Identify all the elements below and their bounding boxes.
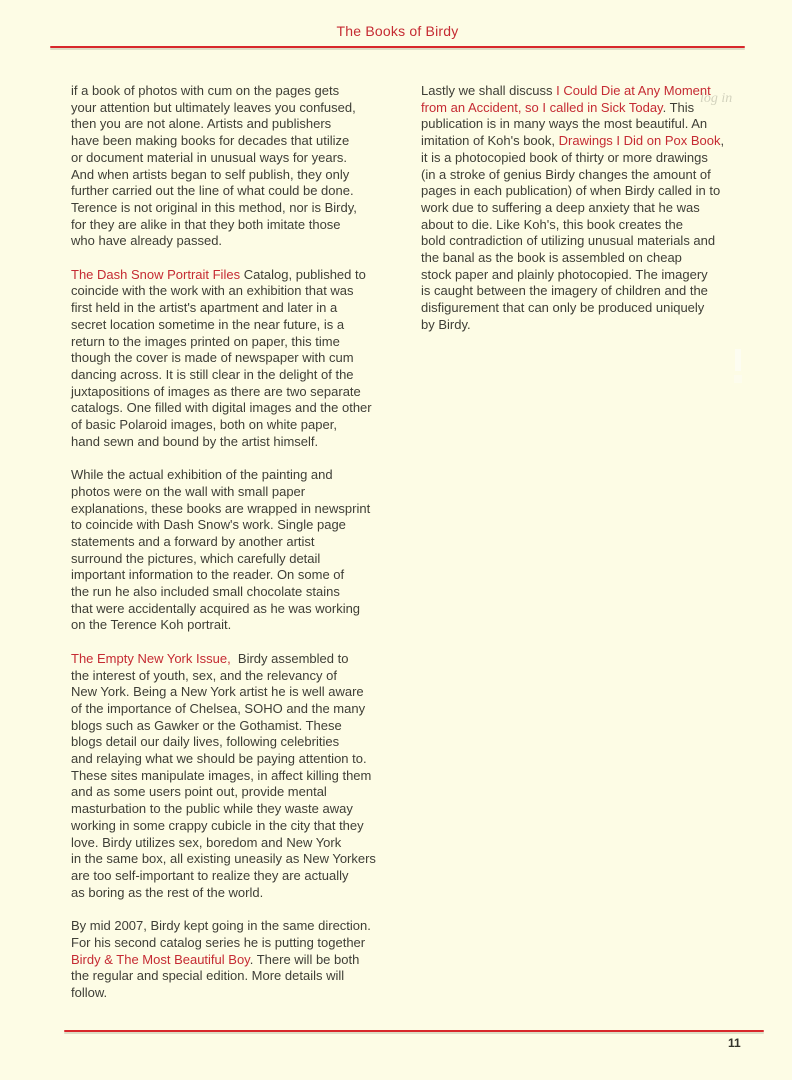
left-column: [71, 83, 411, 1018]
text-run: statements and a forward by another artist: [71, 533, 315, 549]
text-run: blogs detail our daily lives, following celebrities: [71, 734, 340, 750]
ghost-exclamation-mark: [733, 349, 743, 383]
text-line: [71, 534, 411, 551]
text-run: that were accidentally acquired as he was working: [71, 600, 361, 616]
text-run: further carried out the line of what could be done.: [71, 183, 354, 199]
highlighted-book-title: Drawings I Did on Pox Book: [558, 133, 721, 149]
text-line: [71, 584, 411, 601]
text-line: [421, 183, 761, 200]
text-line: [71, 868, 411, 885]
text-run: ,: [720, 133, 725, 149]
text-line: [71, 150, 411, 167]
text-run: or document material in unusual ways for years.: [71, 149, 348, 165]
text-line: [71, 968, 411, 985]
text-run: blogs such as Gawker or the Gothamist. These: [71, 717, 342, 733]
text-line: [421, 283, 761, 300]
highlighted-book-title: The Dash Snow Portrait Files: [71, 266, 241, 282]
text-run: catalogs. One filled with digital images and the other: [71, 400, 372, 416]
text-run: it is a photocopied book of thirty or more drawings: [421, 149, 708, 165]
text-line: [71, 350, 411, 367]
text-line: [71, 952, 411, 969]
text-line: [421, 100, 761, 117]
text-run: follow.: [71, 984, 108, 1000]
text-run: working in some crappy cubicle in the city that they: [71, 817, 364, 833]
text-run: . There will be both: [249, 951, 360, 967]
text-line: [421, 267, 761, 284]
text-line: [71, 684, 411, 701]
text-run: love. Birdy utilizes sex, boredom and New York: [71, 834, 342, 850]
text-line: [421, 317, 761, 334]
footer-rule: [64, 1030, 764, 1032]
text-line: [71, 167, 411, 184]
text-line: [421, 200, 761, 217]
text-line: [71, 283, 411, 300]
text-line: [71, 751, 411, 768]
text-run: if a book of photos with cum on the pages gets: [71, 83, 340, 98]
paragraph: [71, 83, 411, 250]
text-line: [71, 300, 411, 317]
text-run: Catalog, published to: [240, 266, 366, 282]
text-line: [71, 851, 411, 868]
text-run: And when artists began to self publish, they only: [71, 166, 350, 182]
login-watermark-text: log in: [700, 91, 733, 106]
text-line: [421, 133, 761, 150]
text-run: (in a stroke of genius Birdy changes the amount of: [421, 166, 711, 182]
text-line: [71, 217, 411, 234]
paragraph: [71, 467, 411, 634]
text-line: [71, 734, 411, 751]
text-run: For his second catalog series he is putting together: [71, 934, 366, 950]
text-line: [71, 617, 411, 634]
text-line: [421, 233, 761, 250]
text-run: the banal as the book is assembled on cheap: [421, 250, 682, 266]
text-run: on the Terence Koh portrait.: [71, 617, 232, 633]
text-line: [71, 417, 411, 434]
text-run: are too self-important to realize they are actually: [71, 868, 349, 883]
text-line: [71, 384, 411, 401]
text-run: coincide with the work with an exhibition that was: [71, 283, 354, 299]
text-run: to coincide with Dash Snow's work. Single page: [71, 517, 346, 533]
paragraph: [71, 651, 411, 902]
text-run: of basic Polaroid images, both on white paper,: [71, 417, 337, 433]
text-run: though the cover is made of newspaper with cum: [71, 350, 354, 366]
ghost-mark-bar: [735, 349, 741, 371]
text-line: [71, 400, 411, 417]
text-line: [71, 701, 411, 718]
text-line: [71, 434, 411, 451]
text-run: have been making books for decades that utilize: [71, 133, 350, 149]
text-line: [71, 517, 411, 534]
text-run: Lastly we shall discuss: [421, 83, 557, 98]
text-run: the interest of youth, sex, and the relevancy of: [71, 667, 337, 683]
page-title: The Books of Birdy: [336, 23, 459, 39]
text-run: of the importance of Chelsea, SOHO and the many: [71, 700, 366, 716]
text-run: juxtapositions of images as there are two separate: [71, 383, 361, 399]
text-run: explanations, these books are wrapped in newsprint: [71, 500, 371, 516]
text-line: [421, 116, 761, 133]
text-line: [71, 200, 411, 217]
text-line: [71, 835, 411, 852]
paragraph: [71, 267, 411, 451]
text-run: secret location sometime in the near future, is a: [71, 316, 345, 332]
text-run: and as some users point out, provide mental: [71, 784, 327, 800]
text-line: [421, 83, 761, 100]
text-line: [71, 334, 411, 351]
text-run: first held in the artist's apartment and later in a: [71, 300, 338, 316]
text-run: surround the pictures, which carefully detail: [71, 550, 321, 566]
text-run: photos were on the wall with small paper: [71, 483, 306, 499]
ghost-mark-dot: [734, 375, 742, 383]
text-run: pages in each publication) of when Birdy called in to: [421, 183, 721, 199]
text-line: [71, 501, 411, 518]
paragraph: [421, 83, 761, 334]
text-run: return to the images printed on paper, this time: [71, 333, 340, 349]
right-column: [421, 83, 761, 350]
text-run: important information to the reader. On some of: [71, 567, 345, 583]
text-run: bold contradiction of utilizing unusual materials and: [421, 233, 716, 249]
text-run: the regular and special edition. More details will: [71, 968, 345, 984]
text-run: Terence is not original in this method, nor is Birdy,: [71, 199, 357, 215]
text-line: [71, 83, 411, 100]
text-line: [71, 367, 411, 384]
text-line: [71, 267, 411, 284]
text-run: in the same box, all existing uneasily as New Yorkers: [71, 851, 376, 867]
text-run: publication is in many ways the most beautiful. An: [421, 116, 708, 132]
text-line: [71, 885, 411, 902]
text-line: [71, 233, 411, 250]
text-run: stock paper and plainly photocopied. The imagery: [421, 266, 708, 282]
text-line: [71, 818, 411, 835]
text-line: [71, 567, 411, 584]
text-run: the run he also included small chocolate stains: [71, 584, 340, 600]
text-run: work due to suffering a deep anxiety that he was: [421, 199, 700, 215]
text-line: [71, 768, 411, 785]
text-run: imitation of Koh's book,: [421, 133, 559, 149]
text-line: [71, 918, 411, 935]
text-run: about to die. Like Koh's, this book creates the: [421, 216, 683, 232]
text-line: [71, 601, 411, 618]
text-line: [421, 300, 761, 317]
text-line: [421, 217, 761, 234]
text-line: [421, 167, 761, 184]
text-line: [71, 484, 411, 501]
text-run: By mid 2007, Birdy kept going in the same direction.: [71, 918, 371, 934]
text-line: [71, 651, 411, 668]
text-run: dancing across. It is still clear in the delight of the: [71, 366, 354, 382]
text-line: [71, 935, 411, 952]
text-line: [71, 100, 411, 117]
text-line: [71, 551, 411, 568]
header-rule: [50, 46, 745, 48]
text-line: [71, 183, 411, 200]
text-line: [71, 317, 411, 334]
text-line: [71, 801, 411, 818]
page-number: 11: [728, 1036, 741, 1050]
text-run: disfigurement that can only be produced uniquely: [421, 300, 705, 316]
text-run: then you are not alone. Artists and publishers: [71, 116, 332, 132]
text-run: hand sewn and bound by the artist himself.: [71, 433, 319, 449]
text-line: [421, 150, 761, 167]
text-run: is caught between the imagery of children and the: [421, 283, 708, 299]
text-run: who have already passed.: [71, 233, 223, 249]
text-line: [71, 668, 411, 685]
text-run: While the actual exhibition of the painting and: [71, 467, 333, 483]
text-run: by Birdy.: [421, 316, 471, 332]
text-run: your attention but ultimately leaves you confused,: [71, 99, 356, 115]
text-line: [71, 784, 411, 801]
text-run: for they are alike in that they both imitate those: [71, 216, 341, 232]
text-run: and relaying what we should be paying attention to.: [71, 751, 367, 767]
text-run: as boring as the rest of the world.: [71, 884, 264, 900]
paragraph: [71, 918, 411, 1002]
text-run: These sites manipulate images, in affect killing them: [71, 767, 372, 783]
text-line: [71, 985, 411, 1002]
text-run: Birdy assembled to: [230, 650, 349, 666]
highlighted-book-title: I Could Die at Any Moment: [556, 83, 711, 98]
text-run: New York. Being a New York artist he is well aware: [71, 684, 364, 700]
text-line: [71, 467, 411, 484]
text-run: . This: [662, 99, 695, 115]
text-line: [71, 133, 411, 150]
highlighted-book-title: from an Accident, so I called in Sick Today: [421, 99, 663, 115]
text-line: [421, 250, 761, 267]
text-line: [71, 718, 411, 735]
highlighted-book-title: The Empty New York Issue,: [71, 650, 231, 666]
highlighted-book-title: Birdy & The Most Beautiful Boy: [71, 951, 250, 967]
text-line: [71, 116, 411, 133]
text-run: masturbation to the public while they waste away: [71, 801, 353, 817]
